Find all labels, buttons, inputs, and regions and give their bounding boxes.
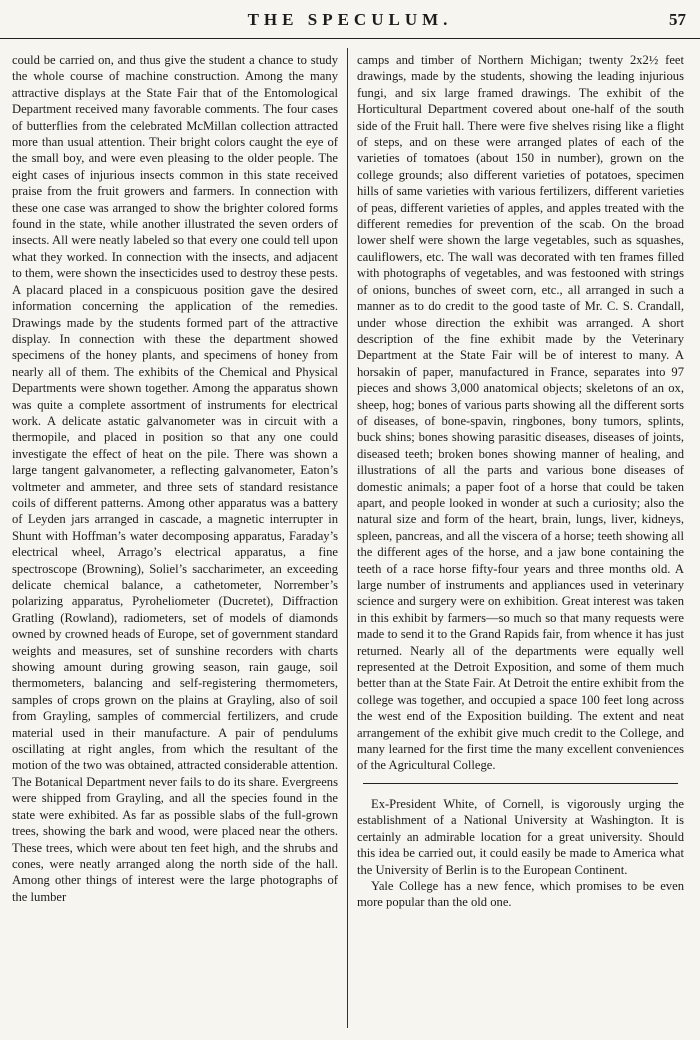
section-divider [363, 783, 678, 784]
news-item-yale: Yale College has a new fence, which promises to be even more popular than the old one. [357, 878, 684, 910]
page-header [0, 8, 700, 39]
column-rule [347, 48, 348, 1028]
page-number: 57 [669, 10, 686, 29]
right-column-paragraph: camps and timber of Northern Michigan; twenty 2x2½ feet drawings, made by the students, showing the leading injurious fungi, and six large framed drawings. The exhibit of the Horticultural Department covered about one-half of the south side of the Fruit hall. There were five shelves rising like a flight of steps, and on these were arranged plates of each of the varieties of tomatoes (about 150 in number), grown on the college grounds; also different varieties of potatoes, specimen hills of same varieties with various fertilizers, different varieties of peas, different varieties of apples, and apples treated with the different remedies for prevention of the scab. On the broad lower shelf were shown the large vegetables, such as squashes, cauliflowers, etc. The wall was decorated with ten frames filled with photographs of vegetables, and was festooned with strings of onions, bunches of sweet corn, etc., all arranged in such a manner as to do credit to the good taste of Mr. C. S. Crandall, under whose direction the exhibit was arranged. A short description of the fine exhibit made by the Veterinary Department at the State Fair will be of interest to many. A horsakin of paper, manufactured in France, separates into 97 pieces and shows 3,000 anatomical objects; skeletons of an ox, sheep, hog; bones of various parts showing all the different sorts of diseases, of bone-spavin, ringbones, bony tumors, splints, buck shins; bones showing parasitic diseases, diseases of joints, diseased teeth; broken bones showing manner of healing, and illustrations of all the parts and various bone diseases of domestic animals; a paper foot of a horse that could be taken apart, and people looked in wonder at such a curiosity; also the natural size and form of the heart, brain, lungs, liver, kidneys, spleen, pancreas, and all the viscera of a horse; teeth showing all the different ages of the horse, and a jaw bone containing the teeth of a race horse fifty-four years and three months old. A large number of instruments and appliances used in veterinary science and surgery were on exhibition. Great interest was taken in this exhibit by farmers—so much so that many requests were made to send it to the Grand Rapids fair, from whence it has just returned. Nearly all of the departments were equally well represented at the Detroit Exposition, and some of them much better than at the State Fair. At Detroit the entire exhibit from the college was together, and occupied a space 100 feet long across the west end of the Exposition building. The extent and neat arrangement of the exhibit give much credit to the College, and many learned for the first time the many excellent conveniences of the Agricultural College. [357, 53, 684, 773]
news-item-white: Ex-President White, of Cornell, is vigorously urging the establishment of a National University at Washington. It is certainly an admirable location for a great university. Should this idea be carried out, it could easily be made to America what the University of Berlin is to the European Continent. [357, 796, 684, 877]
left-column [12, 52, 338, 1040]
right-column [357, 52, 684, 1040]
running-title: THE SPECULUM. [247, 10, 453, 29]
left-column-paragraph: could be carried on, and thus give the student a chance to study the whole course of machine construction. Among the many attractive displays at the State Fair that of the Entomological Department received many favorable comments. The four cases of butterflies from the celebrated McMillan collection attracted more than usual attention. Their bright colors caught the eye of the small boy, and were even pleasing to the older people. The eight cases of injurious insects common in this state received praise from the fruit growers and farmers. In connection with these one case was arranged to show the brighter colored forms found in the state, while another illustrated the seven orders of insects. All were neatly labeled so that every one could tell upon what they worked. In connection with the insects, and adjacent to them, were shown the insecticides used to destroy these pests. A placard placed in a conspicuous position gave the desired information concerning the application of the remedies. Drawings made by the students formed part of the attractive display. In connection with these the department showed specimens of the honey plants, and specimens of honey from nearly all of them. The exhibits of the Chemical and Physical Departments were shown together. Among the apparatus shown was quite a complete assortment of instruments for electrical work. A delicate astatic galvanometer was in circuit with a thermopile, and placed in position so that any one could investigate the effect of heat on the pile. There was shown a large tangent galvanometer, a reflecting galvanometer, Eaton’s voltmeter and ammeter, and three sets of standard resistance coils of different patterns. Among other apparatus was a battery of Leyden jars arranged in cascade, a magnetic interrupter in Shunt with Hoffman’s water decomposing apparatus, Faraday’s electrical wheel, Arrago’s electrical apparatus, a fine spectroscope (Browning), Soliel’s saccharimeter, an exceeding delicate chemical balance, a cathetometer, Norrember’s polarizing apparatus, Pyroheliometer (Ducretet), Diffraction Gratling (Rowland), radiometers, set of models of diamonds owned by crowned heads of Europe, set of government standard weights and measures, set of sunshine recorders with charts showing amount during growing season, rain gauge, soil thermometers, balancing and self-registering thermometers, samples of crops grown on the plains at Grayling, also of soil from Grayling, samples of commercial fertilizers, and crude material used in their manufacture. A pair of pendulums oscillating at right angles, from which the resultant of the motion of the two was obtained, attracted considerable attention. The Botanical Department never fails to do its share. Evergreens were shipped from Grayling, and all the species found in the state were exhibited. As far as possible slabs of the full-grown trees, showing the bark and wood, were placed near the others. These trees, which were about ten feet high, and the shrubs and cones, were neatly arranged along the north side of the hall. Among other things of interest were the large photographs of the lumber [12, 53, 338, 904]
